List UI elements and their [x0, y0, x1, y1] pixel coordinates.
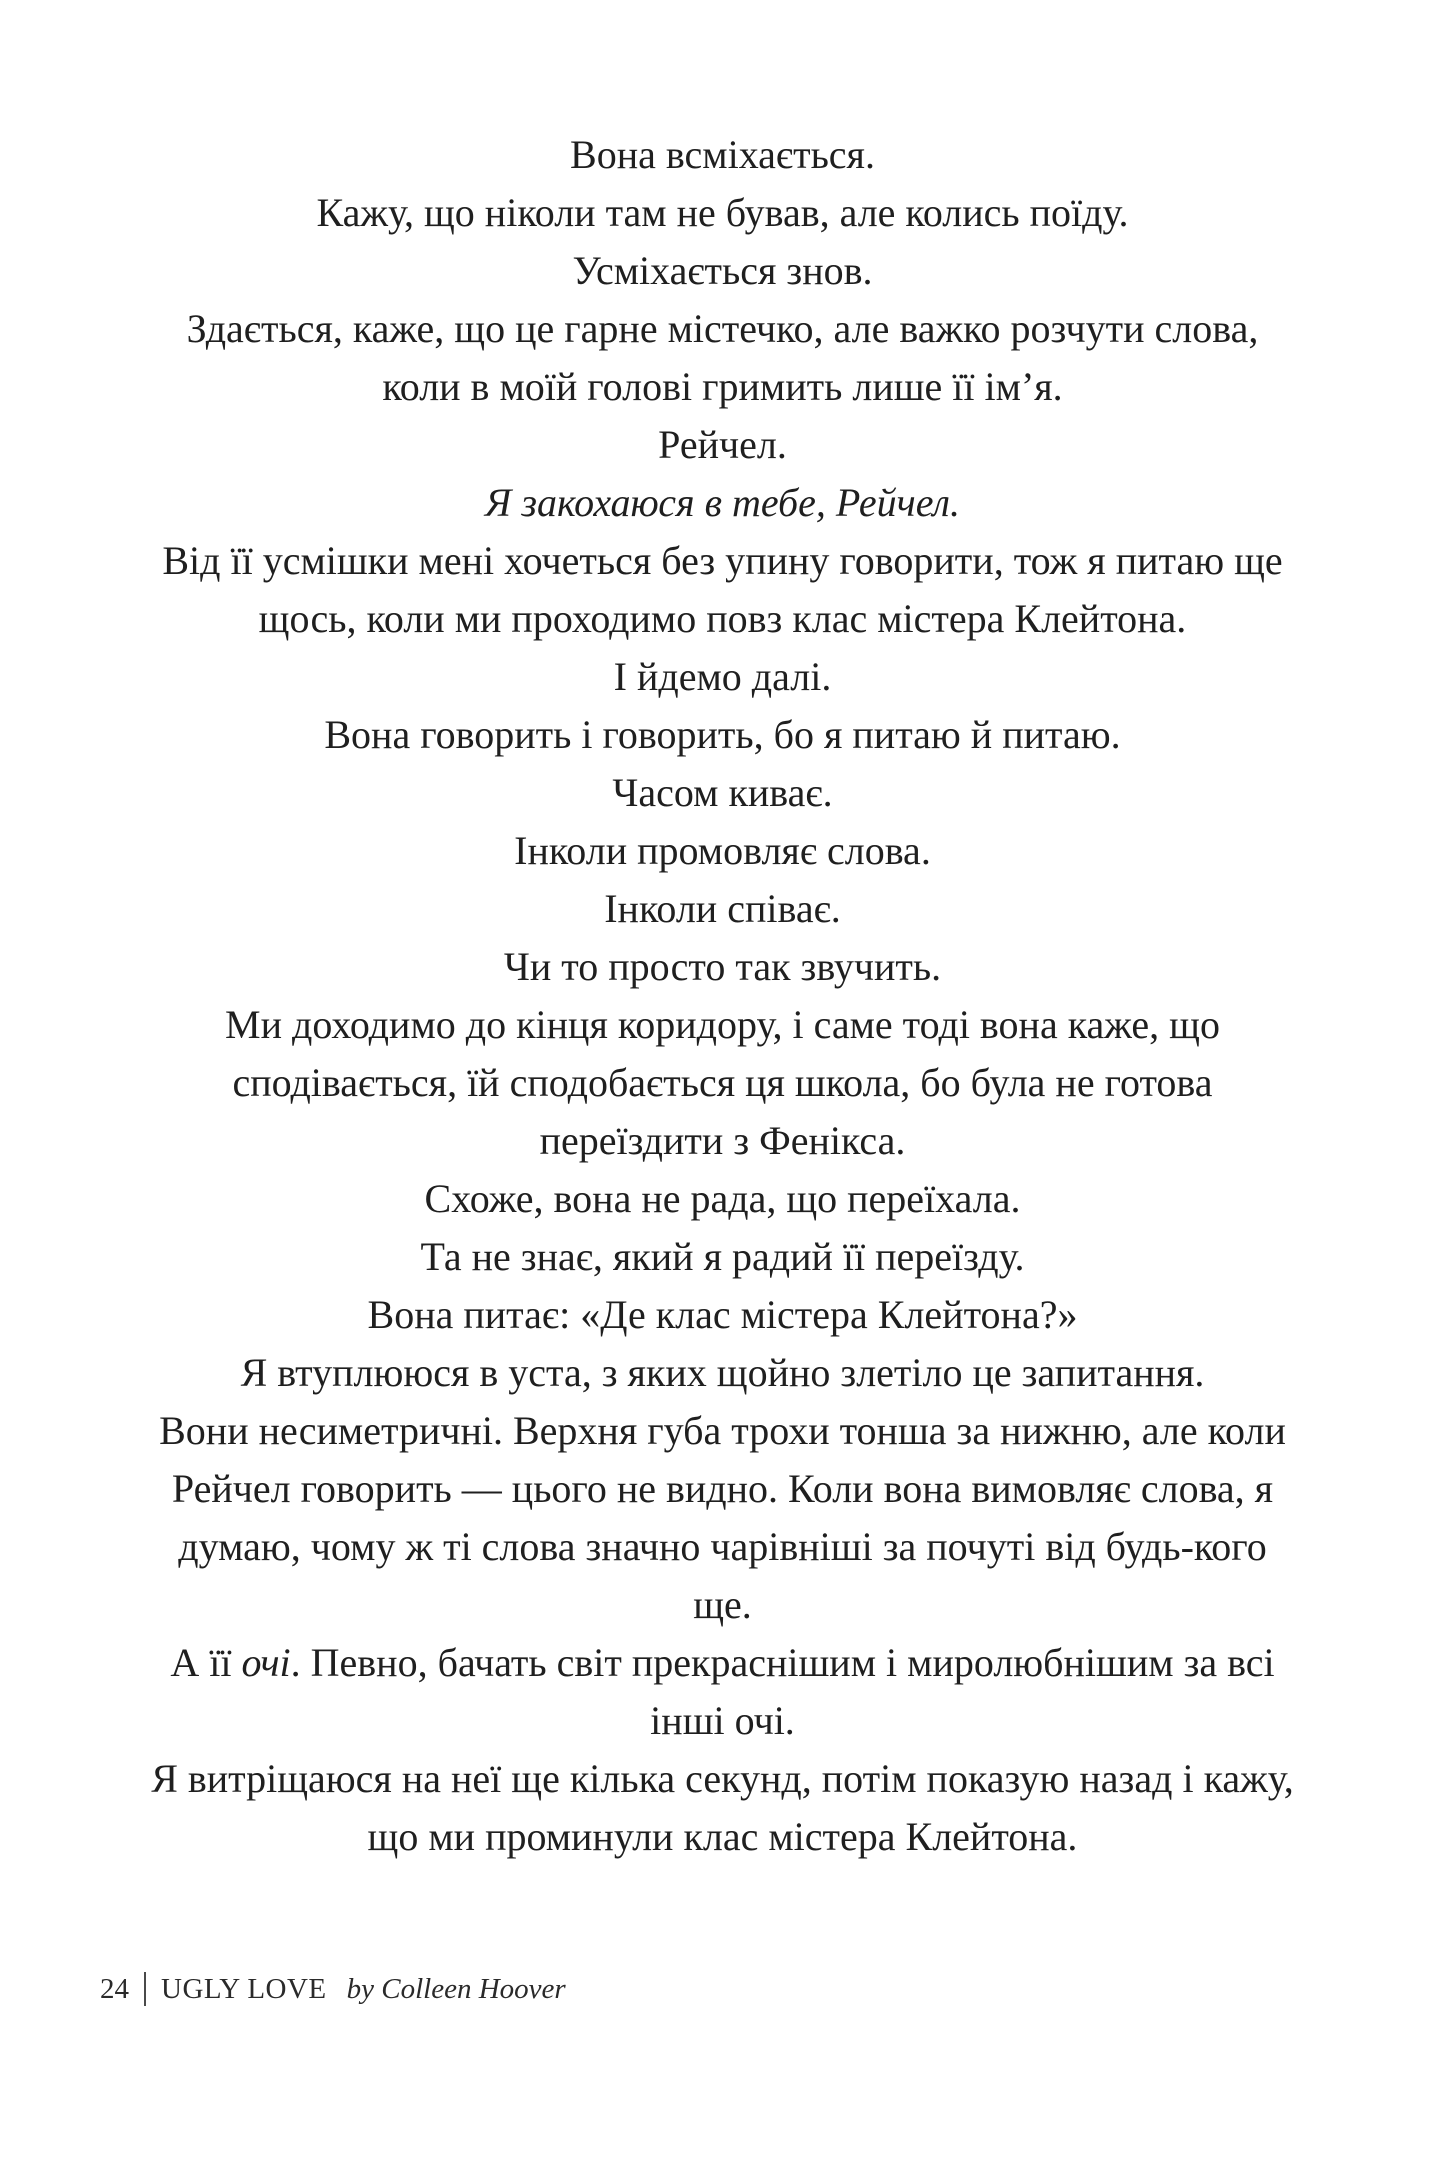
text-segment: Рейчел.: [658, 422, 787, 467]
footer-divider: [144, 1972, 146, 2006]
text-segment: Вони несиметричні. Верхня губа трохи тонша за нижню, але коли Рейчел говорить — цього не видно. Коли вона вимовляє слова, я думаю, чому ж ті слова значно чарівніші за почуті від будь-кого ще.: [159, 1408, 1286, 1627]
text-segment: Вона всміхається.: [570, 132, 875, 177]
text-segment: Вона питає: «Де клас містера Клейтона?»: [367, 1292, 1078, 1337]
book-title: UGLY LOVE: [161, 1972, 327, 2005]
paragraph: [150, 706, 1295, 764]
text-segment: Та не знає, який я радий її переїзду.: [420, 1234, 1025, 1279]
text-segment: І йдемо далі.: [613, 654, 832, 699]
text-segment: Інколи промовляє слова.: [514, 828, 931, 873]
paragraph: [150, 1286, 1295, 1344]
text-segment: Чи то просто так звучить.: [503, 944, 942, 989]
paragraph: [150, 1402, 1295, 1634]
paragraph: [150, 1750, 1295, 1866]
text-segment: . Певно, бачать світ прекраснішим і миролюбнішим за всі інші очі.: [290, 1640, 1275, 1743]
paragraph: [150, 1344, 1295, 1402]
paragraph: [150, 532, 1295, 648]
text-segment: А її: [170, 1640, 242, 1685]
paragraph: [150, 996, 1295, 1170]
text-segment: Інколи співає.: [604, 886, 841, 931]
paragraph: [150, 764, 1295, 822]
paragraph: [150, 938, 1295, 996]
text-segment: очі: [241, 1640, 291, 1685]
page-footer: [100, 1972, 566, 2006]
paragraph: [150, 184, 1295, 242]
paragraph: [150, 416, 1295, 474]
paragraph: [150, 1634, 1295, 1750]
paragraph: [150, 1170, 1295, 1228]
paragraph: [150, 880, 1295, 938]
text-segment: Усміхається знов.: [572, 248, 873, 293]
text-segment: Від її усмішки мені хочеться без упину говорити, тож я питаю ще щось, коли ми проходимо повз клас містера Клейтона.: [162, 538, 1283, 641]
paragraph: [150, 648, 1295, 706]
text-segment: Вона говорить і говорить, бо я питаю й питаю.: [324, 712, 1121, 757]
page-number: 24: [100, 1972, 129, 2005]
paragraph: [150, 474, 1295, 532]
text-segment: Я закохаюся в тебе, Рейчел.: [485, 480, 960, 525]
book-author: by Colleen Hoover: [346, 1972, 566, 2005]
text-segment: Схоже, вона не рада, що переїхала.: [424, 1176, 1021, 1221]
text-segment: Здається, каже, що це гарне містечко, але важко розчути слова, коли в моїй голові гримить лише її ім’я.: [186, 306, 1259, 409]
paragraph: [150, 1228, 1295, 1286]
text-segment: Я втуплююся в уста, з яких щойно злетіло це запитання.: [240, 1350, 1205, 1395]
text-segment: Кажу, що ніколи там не бував, але колись поїду.: [316, 190, 1129, 235]
text-segment: Я витріщаюся на неї ще кілька секунд, потім показую назад і кажу, що ми проминули клас містера Клейтона.: [151, 1756, 1294, 1859]
paragraph: [150, 822, 1295, 880]
paragraph: [150, 242, 1295, 300]
text-segment: Часом киває.: [612, 770, 833, 815]
text-segment: Ми доходимо до кінця коридору, і саме тоді вона каже, що сподівається, їй сподобається ця школа, бо була не готова переїздити з Фенікса.: [225, 1002, 1220, 1163]
paragraph: [150, 126, 1295, 184]
paragraph: [150, 300, 1295, 416]
